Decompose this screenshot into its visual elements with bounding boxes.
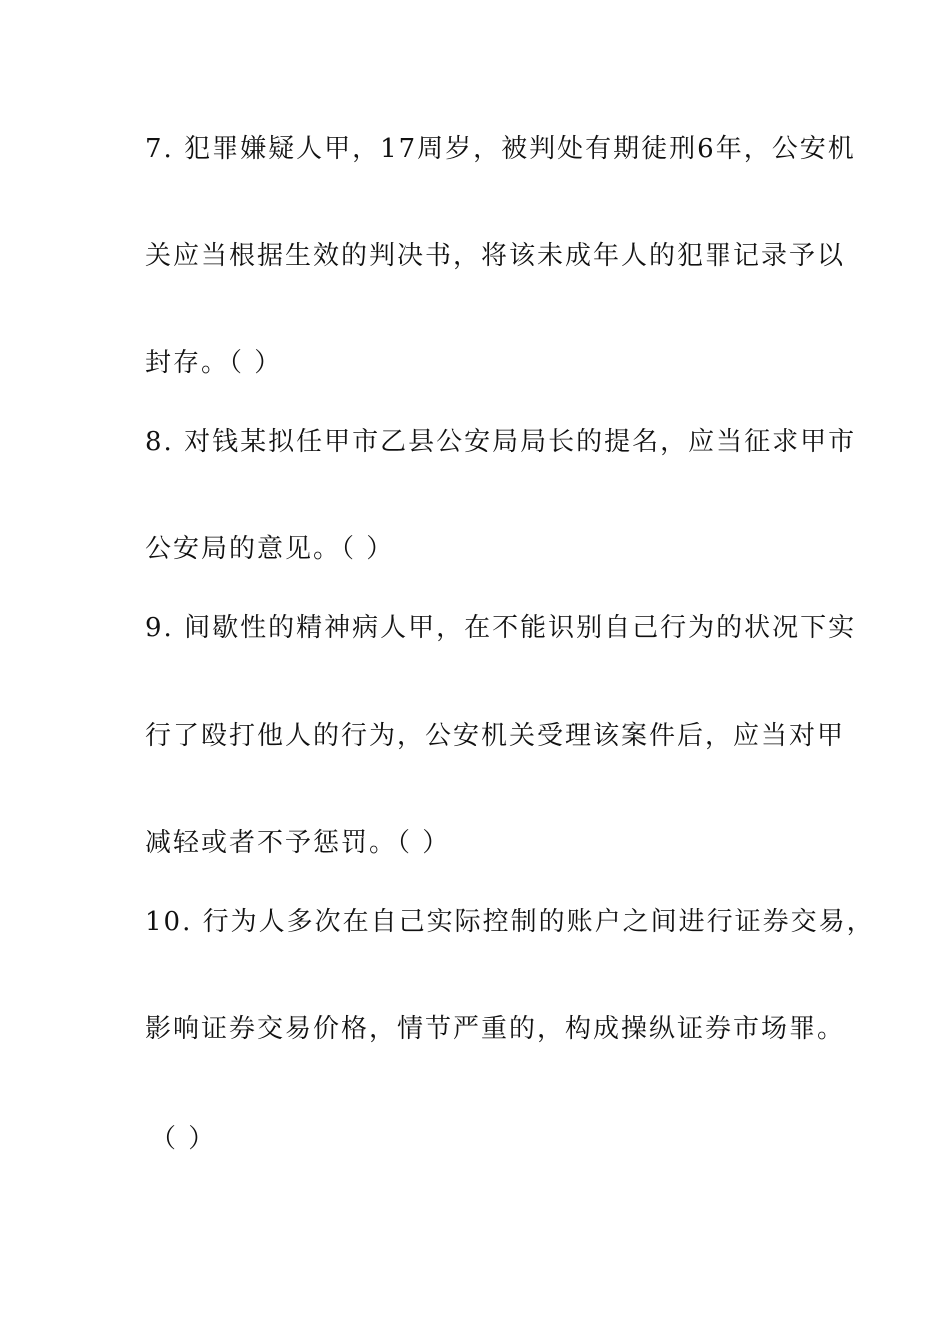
question-8-line-1: 8. 对钱某拟任甲市乙县公安局局长的提名，应当征求甲市 xyxy=(145,427,857,457)
question-7-line-3: 封存。（ ） xyxy=(145,348,283,378)
question-9-line-2: 行了殴打他人的行为，公安机关受理该案件后，应当对甲 xyxy=(145,721,846,751)
question-7-line-2: 关应当根据生效的判决书，将该未成年人的犯罪记录予以 xyxy=(145,241,846,271)
question-10-line-1: 10. 行为人多次在自己实际控制的账户之间进行证券交易， xyxy=(145,907,875,937)
question-8-line-2: 公安局的意见。（ ） xyxy=(145,534,395,564)
question-10-answer-blank: （ ） xyxy=(150,1124,217,1154)
question-9-line-3: 减轻或者不予惩罚。（ ） xyxy=(145,828,451,858)
question-7-line-1: 7. 犯罪嫌疑人甲，17周岁，被判处有期徒刑6年，公安机 xyxy=(145,134,856,164)
question-9-line-1: 9. 间歇性的精神病人甲，在不能识别自己行为的状况下实 xyxy=(145,613,857,643)
question-10-line-2: 影响证券交易价格，情节严重的，构成操纵证券市场罪。 xyxy=(145,1014,846,1044)
